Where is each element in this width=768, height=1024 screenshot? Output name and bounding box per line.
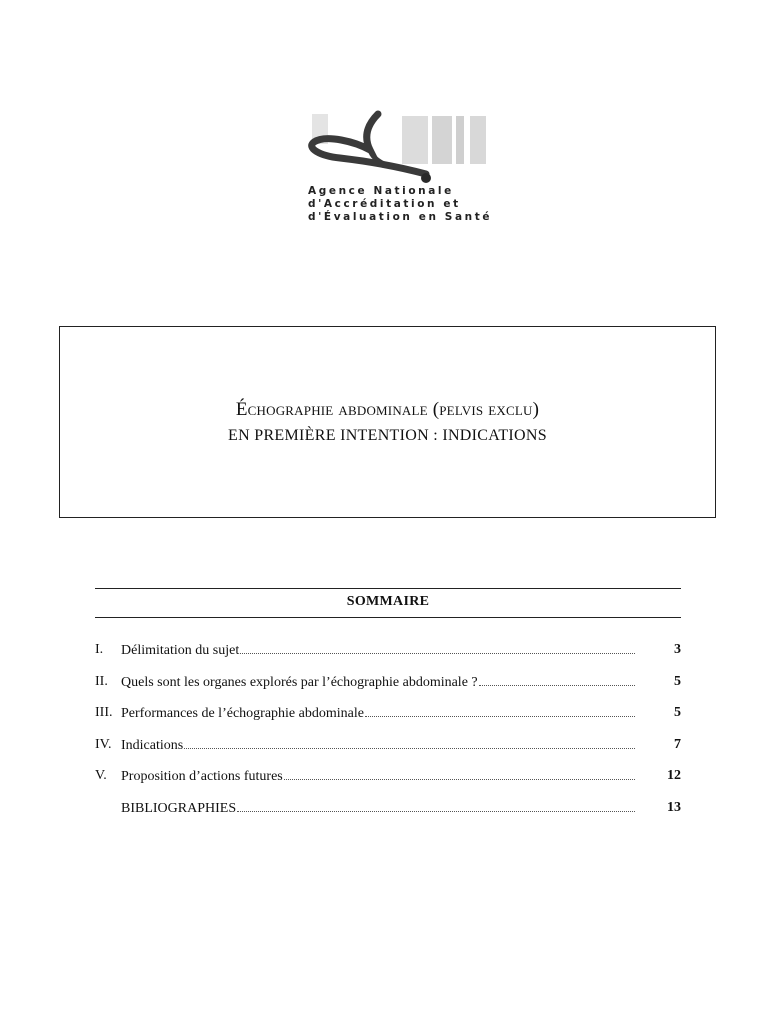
toc-page: 7 <box>674 736 681 752</box>
title-box <box>59 326 716 518</box>
document-title: Échographie abdominale (pelvis exclu) <box>235 399 540 420</box>
toc-page: 13 <box>667 799 681 815</box>
toc-leader <box>240 642 635 654</box>
toc-number: III. <box>95 705 113 720</box>
logo-line: d'Évaluation en Santé <box>308 211 493 223</box>
anaes-logo <box>306 108 506 228</box>
toc-text: BIBLIOGRAPHIES <box>121 800 237 816</box>
toc-entry[interactable] <box>95 642 681 674</box>
toc-entry[interactable] <box>95 674 681 706</box>
toc-entry[interactable] <box>95 705 681 737</box>
toc-page: 12 <box>667 768 681 783</box>
toc-leader <box>237 800 635 812</box>
toc-number: I. <box>95 642 104 657</box>
toc-text: Performances de l’échographie abdominale <box>121 706 364 721</box>
logo-line: Agence Nationale <box>308 185 454 197</box>
table-of-contents <box>95 642 681 831</box>
logo-line: d'Accréditation et <box>308 198 461 210</box>
toc-label <box>121 674 635 691</box>
toc-leader <box>479 674 635 686</box>
toc-text: Indications <box>121 737 184 753</box>
toc-number: V. <box>95 768 107 783</box>
toc-label <box>121 800 635 817</box>
toc-leader <box>365 705 635 717</box>
toc-label <box>121 705 635 722</box>
toc-text: Proposition d’actions futures <box>121 769 283 784</box>
toc-leader <box>184 737 635 749</box>
toc-label <box>121 737 635 754</box>
toc-page: 5 <box>674 673 681 689</box>
toc-entry[interactable] <box>95 800 681 832</box>
toc-page: 5 <box>674 705 681 720</box>
toc-leader <box>284 768 635 780</box>
document-subtitle: EN PREMIÈRE INTENTION : INDICATIONS <box>228 427 547 444</box>
toc-label <box>121 642 635 659</box>
logo-mark-icon <box>306 108 506 186</box>
toc-text: Délimitation du sujet <box>121 643 240 658</box>
toc-page: 3 <box>674 642 681 657</box>
sommaire-heading: SOMMAIRE <box>346 594 430 609</box>
sommaire-bottom-rule <box>95 617 681 618</box>
toc-entry[interactable] <box>95 737 681 769</box>
toc-entry[interactable] <box>95 768 681 800</box>
toc-number: II. <box>95 673 108 689</box>
toc-label <box>121 768 635 785</box>
toc-text: Quels sont les organes explorés par l’échographie abdominale ? <box>121 674 478 690</box>
logo-text <box>308 185 492 224</box>
sommaire-top-rule <box>95 588 681 589</box>
toc-number: IV. <box>95 736 112 752</box>
